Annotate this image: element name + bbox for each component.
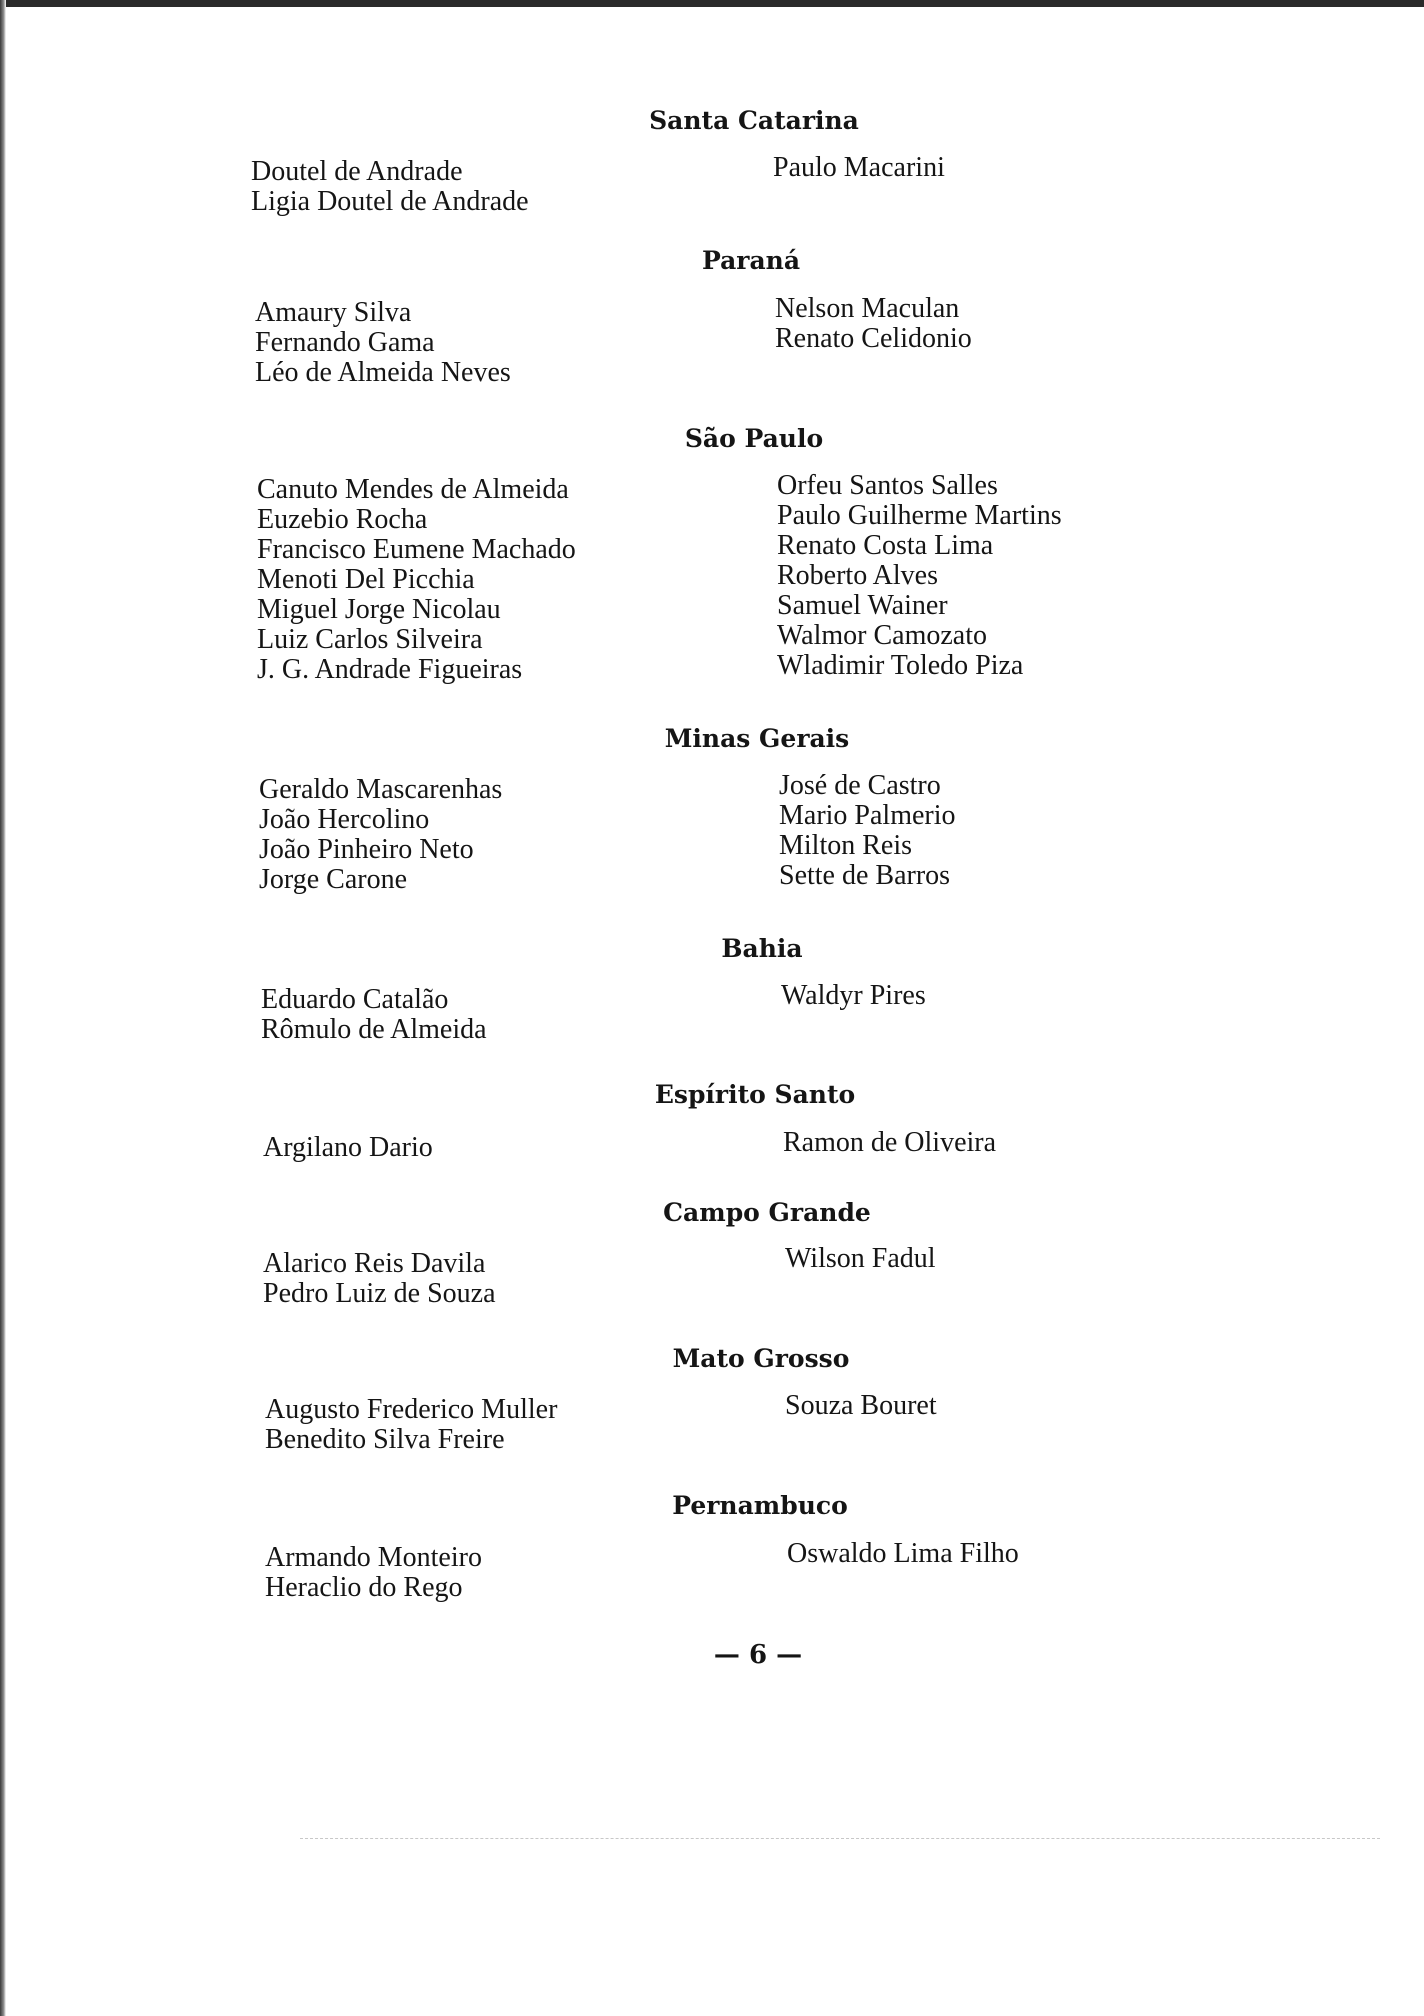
name-entry: Menoti Del Picchia bbox=[257, 564, 475, 595]
name-entry: José de Castro bbox=[779, 770, 941, 801]
right-column bbox=[779, 771, 956, 891]
name-entry: Renato Celidonio bbox=[775, 323, 972, 354]
name-entry: Amaury Silva bbox=[255, 297, 412, 328]
section-heading: Pernambuco bbox=[672, 1491, 848, 1520]
name-entry: Geraldo Mascarenhas bbox=[259, 774, 503, 805]
name-entry: J. G. Andrade Figueiras bbox=[257, 654, 523, 685]
left-column bbox=[265, 1543, 482, 1603]
section-heading: Espírito Santo bbox=[654, 1080, 856, 1109]
name-entry: Souza Bouret bbox=[785, 1390, 937, 1421]
section-heading: São Paulo bbox=[684, 424, 824, 453]
left-column bbox=[263, 1133, 433, 1163]
page-top-border bbox=[0, 0, 1424, 7]
name-entry: Paulo Macarini bbox=[773, 152, 945, 183]
name-entry: Wladimir Toledo Piza bbox=[777, 650, 1024, 681]
name-entry: Ramon de Oliveira bbox=[783, 1127, 997, 1158]
name-entry: Oswaldo Lima Filho bbox=[787, 1538, 1019, 1569]
left-column bbox=[257, 475, 576, 685]
name-entry: Samuel Wainer bbox=[777, 590, 948, 621]
name-entry: Waldyr Pires bbox=[781, 980, 926, 1011]
name-entry: Orfeu Santos Salles bbox=[777, 470, 998, 501]
section-heading: Bahia bbox=[721, 934, 803, 963]
name-entry: Fernando Gama bbox=[255, 327, 435, 358]
name-entry: Eduardo Catalão bbox=[261, 984, 449, 1015]
section-heading: Minas Gerais bbox=[664, 724, 850, 753]
name-entry: Ligia Doutel de Andrade bbox=[251, 186, 529, 217]
name-entry: Canuto Mendes de Almeida bbox=[257, 474, 569, 505]
name-entry: Rômulo de Almeida bbox=[261, 1014, 487, 1045]
right-column bbox=[775, 294, 972, 354]
section-heading: Santa Catarina bbox=[649, 106, 859, 135]
right-column bbox=[781, 981, 926, 1011]
right-column bbox=[777, 471, 1062, 681]
left-column bbox=[255, 298, 511, 388]
scan-artifact-line bbox=[300, 1838, 1380, 1839]
name-entry: Paulo Guilherme Martins bbox=[777, 500, 1062, 531]
name-entry: Nelson Maculan bbox=[775, 293, 960, 324]
name-entry: Euzebio Rocha bbox=[257, 504, 428, 535]
name-entry: Roberto Alves bbox=[777, 560, 938, 591]
name-entry: Augusto Frederico Muller bbox=[265, 1394, 558, 1425]
name-entry: Renato Costa Lima bbox=[777, 530, 994, 561]
right-column bbox=[785, 1244, 936, 1274]
name-entry: Wilson Fadul bbox=[785, 1243, 936, 1274]
name-entry: Francisco Eumene Machado bbox=[257, 534, 576, 565]
name-entry: Pedro Luiz de Souza bbox=[263, 1278, 496, 1309]
page-left-border bbox=[0, 0, 6, 2016]
name-entry: Alarico Reis Davila bbox=[263, 1248, 486, 1279]
name-entry: Argilano Dario bbox=[263, 1132, 433, 1163]
left-column bbox=[261, 985, 487, 1045]
name-entry: Armando Monteiro bbox=[265, 1542, 482, 1573]
name-entry: Benedito Silva Freire bbox=[265, 1424, 505, 1455]
section-heading: Mato Grosso bbox=[672, 1344, 850, 1373]
name-entry: João Pinheiro Neto bbox=[259, 834, 474, 865]
right-column bbox=[773, 153, 945, 183]
right-column bbox=[783, 1128, 996, 1158]
right-column bbox=[787, 1539, 1019, 1569]
left-column bbox=[259, 775, 502, 895]
section-heading: Campo Grande bbox=[663, 1198, 871, 1227]
name-entry: Heraclio do Rego bbox=[265, 1572, 463, 1603]
name-entry: Doutel de Andrade bbox=[251, 156, 463, 187]
name-entry: João Hercolino bbox=[259, 804, 430, 835]
section-heading: Paraná bbox=[701, 246, 801, 275]
name-entry: Mario Palmerio bbox=[779, 800, 956, 831]
name-entry: Miguel Jorge Nicolau bbox=[257, 594, 501, 625]
left-column bbox=[251, 157, 529, 217]
name-entry: Milton Reis bbox=[779, 830, 913, 861]
page-number: — 6 — bbox=[713, 1640, 803, 1670]
name-entry: Jorge Carone bbox=[259, 864, 407, 895]
left-column bbox=[263, 1249, 496, 1309]
left-column bbox=[265, 1395, 557, 1455]
name-entry: Léo de Almeida Neves bbox=[255, 357, 511, 388]
name-entry: Walmor Camozato bbox=[777, 620, 988, 651]
right-column bbox=[785, 1391, 937, 1421]
name-entry: Luiz Carlos Silveira bbox=[257, 624, 483, 655]
name-entry: Sette de Barros bbox=[779, 860, 951, 891]
